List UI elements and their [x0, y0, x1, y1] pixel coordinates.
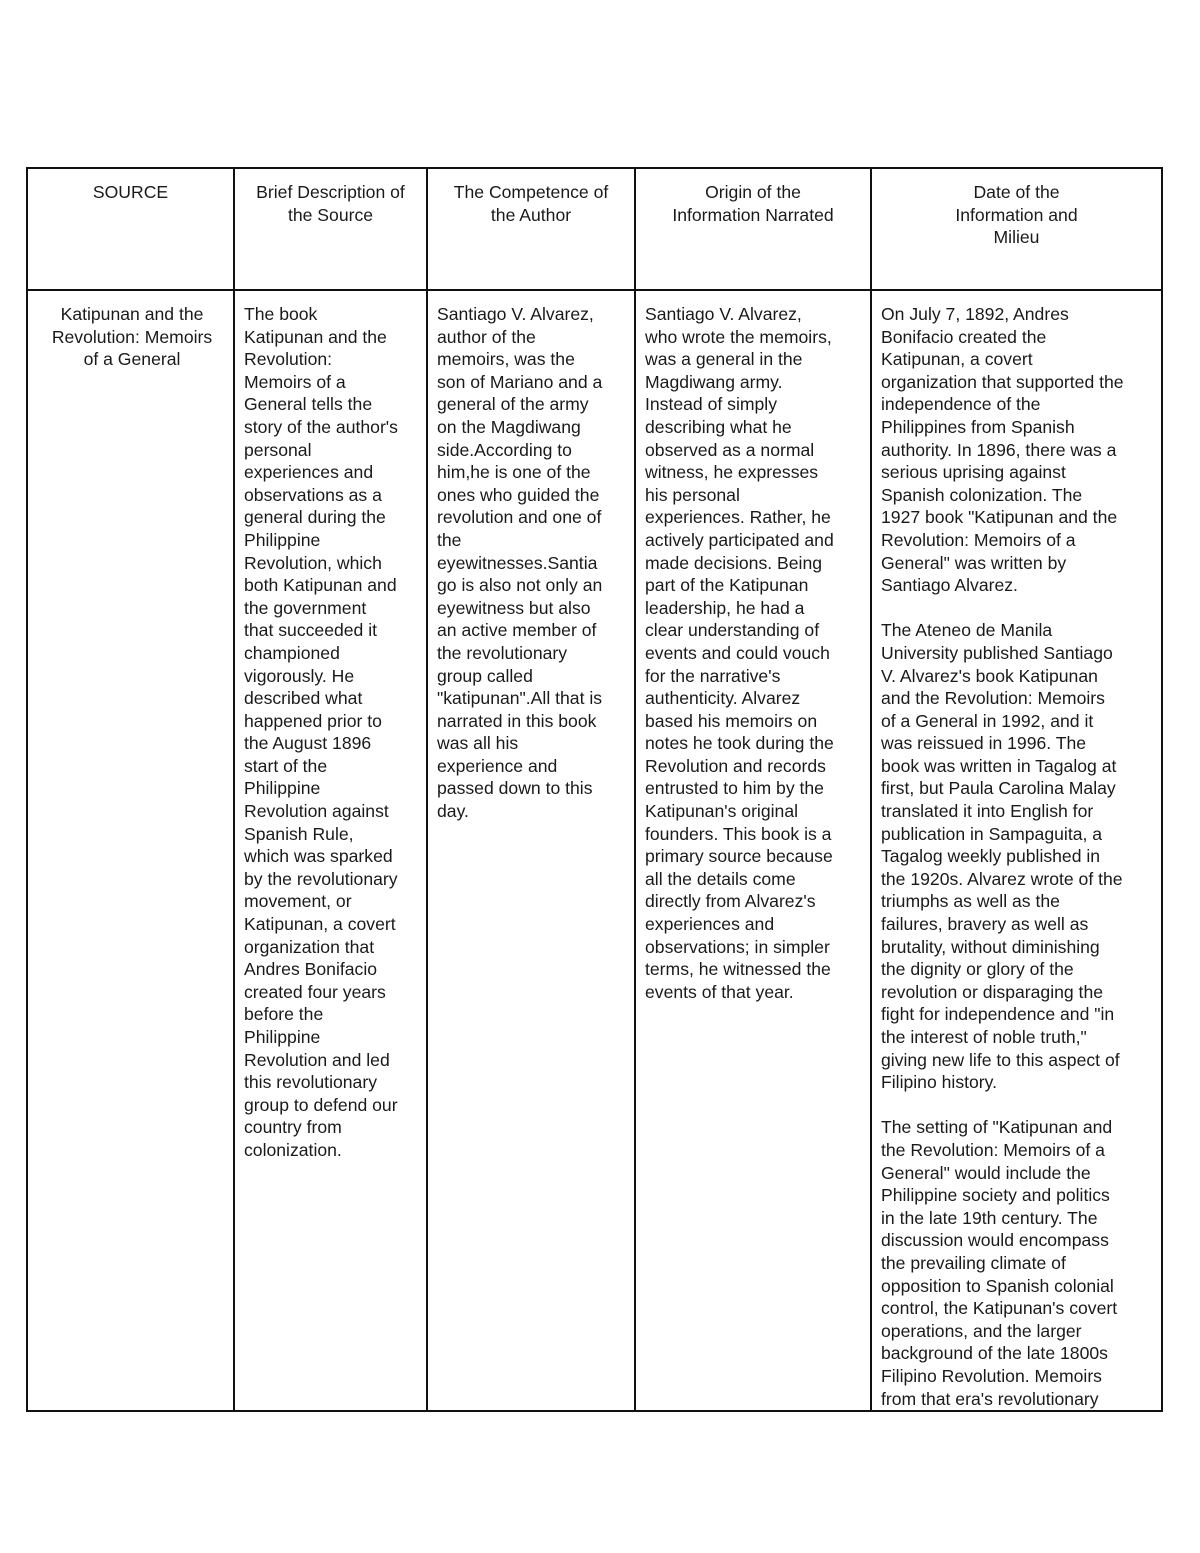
header-origin: Origin of the Information Narrated	[635, 168, 871, 290]
header-row	[27, 168, 1162, 290]
cell-competence: Santiago V. Alvarez, author of the memoirs, was the son of Mariano and a general of the army on the Magdiwang side.According to him,he is one of the ones who guided the revolution and one of the eyewitnesses.Santia go is also not only an eyewitness but also an active member of the revolutionary group called "katipunan".All that is narrated in this book was all his experience and passed down to this day.	[427, 290, 635, 1411]
table-body	[27, 290, 1162, 1411]
date-paragraph: The setting of "Katipunan and the Revolution: Memoirs of a General" would include the Philippine society and politics in the late 19th century. The discussion would encompass the prevailing climate of opposition to Spanish colonial control, the Katipunan's covert operations, and the larger background of the late 1800s Filipino Revolution. Memoirs from that era's revolutionary	[881, 1117, 1118, 1409]
cell-description: The book Katipunan and the Revolution: Memoirs of a General tells the story of the author's personal experiences and observations as a general during the Philippine Revolution, which both Katipunan and the government that succeeded it championed vigorously. He described what happened prior to the August 1896 start of the Philippine Revolution against Spanish Rule, which was sparked by the revolutionary movement, or Katipunan, a covert organization that Andres Bonifacio created four years before the Philippine Revolution and led this revolutionary group to defend our country from colonization.	[234, 290, 427, 1411]
header-description: Brief Description of the Source	[234, 168, 427, 290]
source-analysis-table	[26, 167, 1163, 1412]
header-source: SOURCE	[27, 168, 234, 290]
header-competence: The Competence of the Author	[427, 168, 635, 290]
table-header	[27, 168, 1162, 290]
cell-date	[871, 290, 1162, 1411]
table-row	[27, 290, 1162, 1411]
date-paragraph: On July 7, 1892, Andres Bonifacio created the Katipunan, a covert organization that supported the independence of the Philippines from Spanish authority. In 1896, there was a serious uprising against Spanish colonization. The 1927 book "Katipunan and the Revolution: Memoirs of a General" was written by Santiago Alvarez.	[881, 304, 1124, 596]
header-date: Date of the Information and Milieu	[871, 168, 1162, 290]
cell-origin: Santiago V. Alvarez, who wrote the memoirs, was a general in the Magdiwang army. Instead of simply describing what he observed as a normal witness, he expresses his personal experiences. Rather, he actively participated and made decisions. Being part of the Katipunan leadership, he had a clear understanding of events and could vouch for the narrative's authenticity. Alvarez based his memoirs on notes he took during the Revolution and records entrusted to him by the Katipunan's original founders. This book is a primary source because all the details come directly from Alvarez's experiences and observations; in simpler terms, he witnessed the events of that year.	[635, 290, 871, 1411]
date-paragraph: The Ateneo de Manila University published Santiago V. Alvarez's book Katipunan and the Revolution: Memoirs of a General in 1992, and it was reissued in 1996. The book was written in Tagalog at first, but Paula Carolina Malay translated it into English for publication in Sampaguita, a Tagalog weekly published in the 1920s. Alvarez wrote of the triumphs as well as the failures, bravery as well as brutality, without diminishing the dignity or glory of the revolution or disparaging the fight for independence and "in the interest of noble truth," giving new life to this aspect of Filipino history.	[881, 620, 1123, 1093]
cell-source: Katipunan and the Revolution: Memoirs of a General	[27, 290, 234, 1411]
